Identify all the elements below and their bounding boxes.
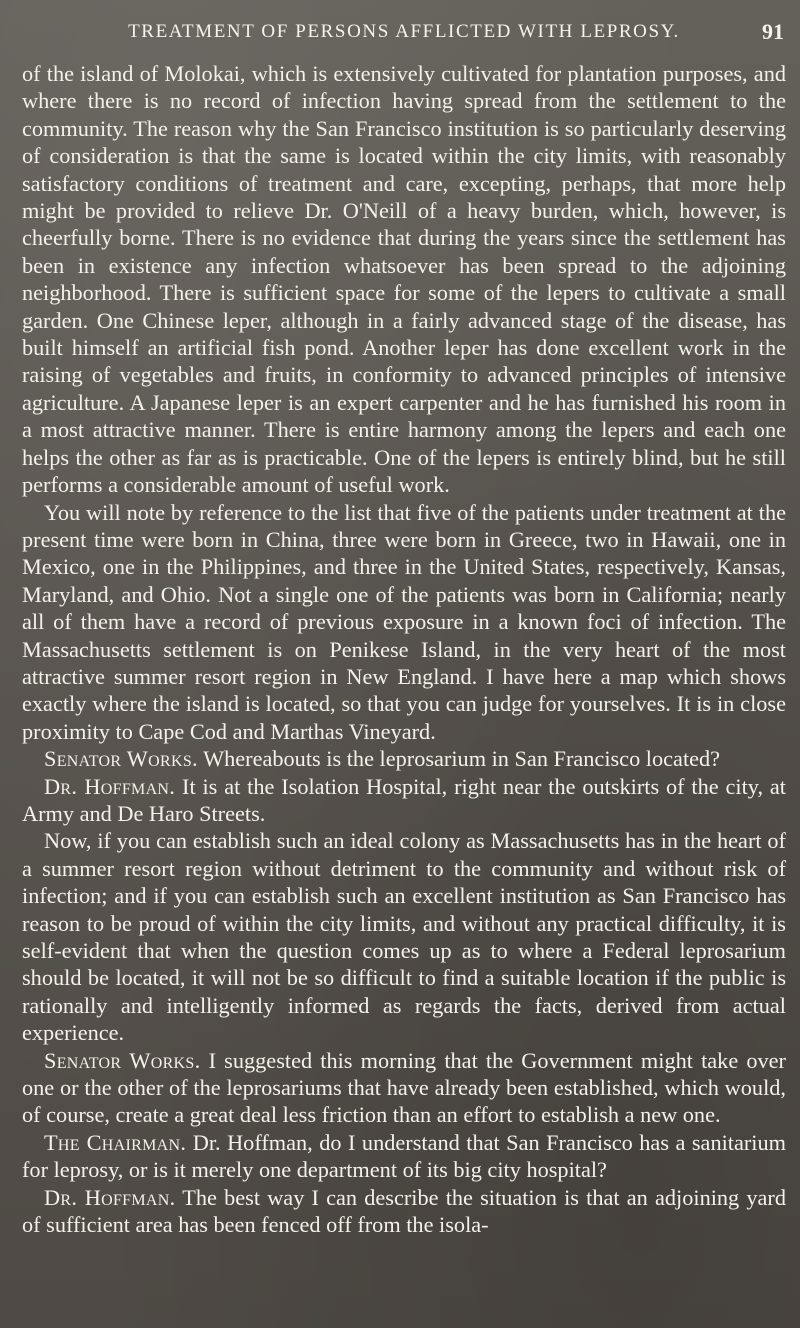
speaker-name: Senator Works. [44, 1047, 201, 1073]
speaker-name: Senator Works. [44, 746, 198, 772]
paragraph [22, 827, 786, 1046]
paragraph-text: You will note by reference to the list that five of the patients under treatment at the present time were born in China, three were born in Greece, two in Hawaii, one in Mexico, one in the Philippines, and three in the United States, respectively, Kansas, Maryland, and Ohio. Not a single one of the patients was born in California; nearly all of them have a record of previous exposure in a known foci of infection. The Massachusetts settlement is on Penikese Island, in the very heart of the most attractive summer resort region in New England. I have here a map which shows exactly where the island is located, so that you can judge for yourselves. It is in close proximity to Cape Cod and Marthas Vineyard. [22, 499, 786, 744]
paragraph-text: It is at the Isolation Hospital, right near the outskirts of the city, at Army and De Haro Streets. [22, 773, 787, 826]
paragraph [22, 60, 786, 499]
page-number: 91 [762, 19, 784, 44]
paragraph-text: Dr. Hoffman, do I understand that San Francisco has a sanitarium for leprosy, or is it merely one department of its big city hospital? [22, 1129, 786, 1183]
paragraph-text: The best way I can describe the situation is that an adjoining yard of sufficient area has been fenced off from the isola- [22, 1184, 787, 1238]
body-text [22, 60, 786, 1238]
paragraph [22, 745, 786, 772]
paragraph [22, 773, 786, 828]
paragraph [22, 1047, 786, 1129]
running-head [22, 12, 786, 52]
paragraph-text: Whereabouts is the leprosarium in San Francisco located? [197, 746, 721, 772]
paragraph-text: of the island of Molokai, which is extensively cultivated for plantation purposes, and where there is no record of infection having spread from the settlement to the community. The reason why the San Francisco institution is so particularly deserving of consideration is that the same is located within the city limits, with reasonably satisfactory conditions of treatment and care, excepting, perhaps, that more help might be provided to relieve Dr. O'Neill of a heavy burden, which, however, is cheerfully borne. There is no evidence that during the years since the settlement has been in existence any infection whatsoever has been spread to the adjoining neighborhood. There is sufficient space for some of the lepers to cultivate a small garden. One Chinese leper, although in a fairly advanced stage of the disease, has built himself an artificial fish pond. Another leper has done excellent work in the raising of vegetables and fruits, in conformity to advanced principles of intensive agriculture. A Japanese leper is an expert carpenter and he has furnished his room in a most attractive manner. There is entire harmony among the lepers and each one helps the other as far as is practicable. One of the lepers is entirely blind, but he still performs a considerable amount of useful work. [22, 61, 786, 498]
paragraph [22, 1184, 786, 1239]
paragraph [22, 1129, 786, 1184]
paragraph [22, 499, 786, 746]
paragraph-text: Now, if you can establish such an ideal colony as Massachusetts has in the heart of a summer resort region without detriment to the community and without risk of infection; and if you can establish such an excellent institution as San Francisco has reason to be proud of within the city limits, and without any practical difficulty, it is self-evident that when the question comes up as to where a Federal leprosarium should be located, it will not be so difficult to find a suitable location if the public is rationally and intelligently informed as regards the facts, derived from actual experience. [22, 828, 786, 1046]
speaker-name: Dr. Hoffman. [44, 773, 176, 799]
speaker-name: Dr. Hoffman. [44, 1184, 176, 1210]
paragraph-text: I suggested this morning that the Government might take over one or the other of the leprosariums that have already been established, which would, of course, create a great deal less friction than an effort to establish a new one. [22, 1047, 786, 1128]
speaker-name: The Chairman. [44, 1129, 187, 1155]
running-title: TREATMENT OF PERSONS AFFLICTED WITH LEPROSY. [128, 21, 680, 42]
